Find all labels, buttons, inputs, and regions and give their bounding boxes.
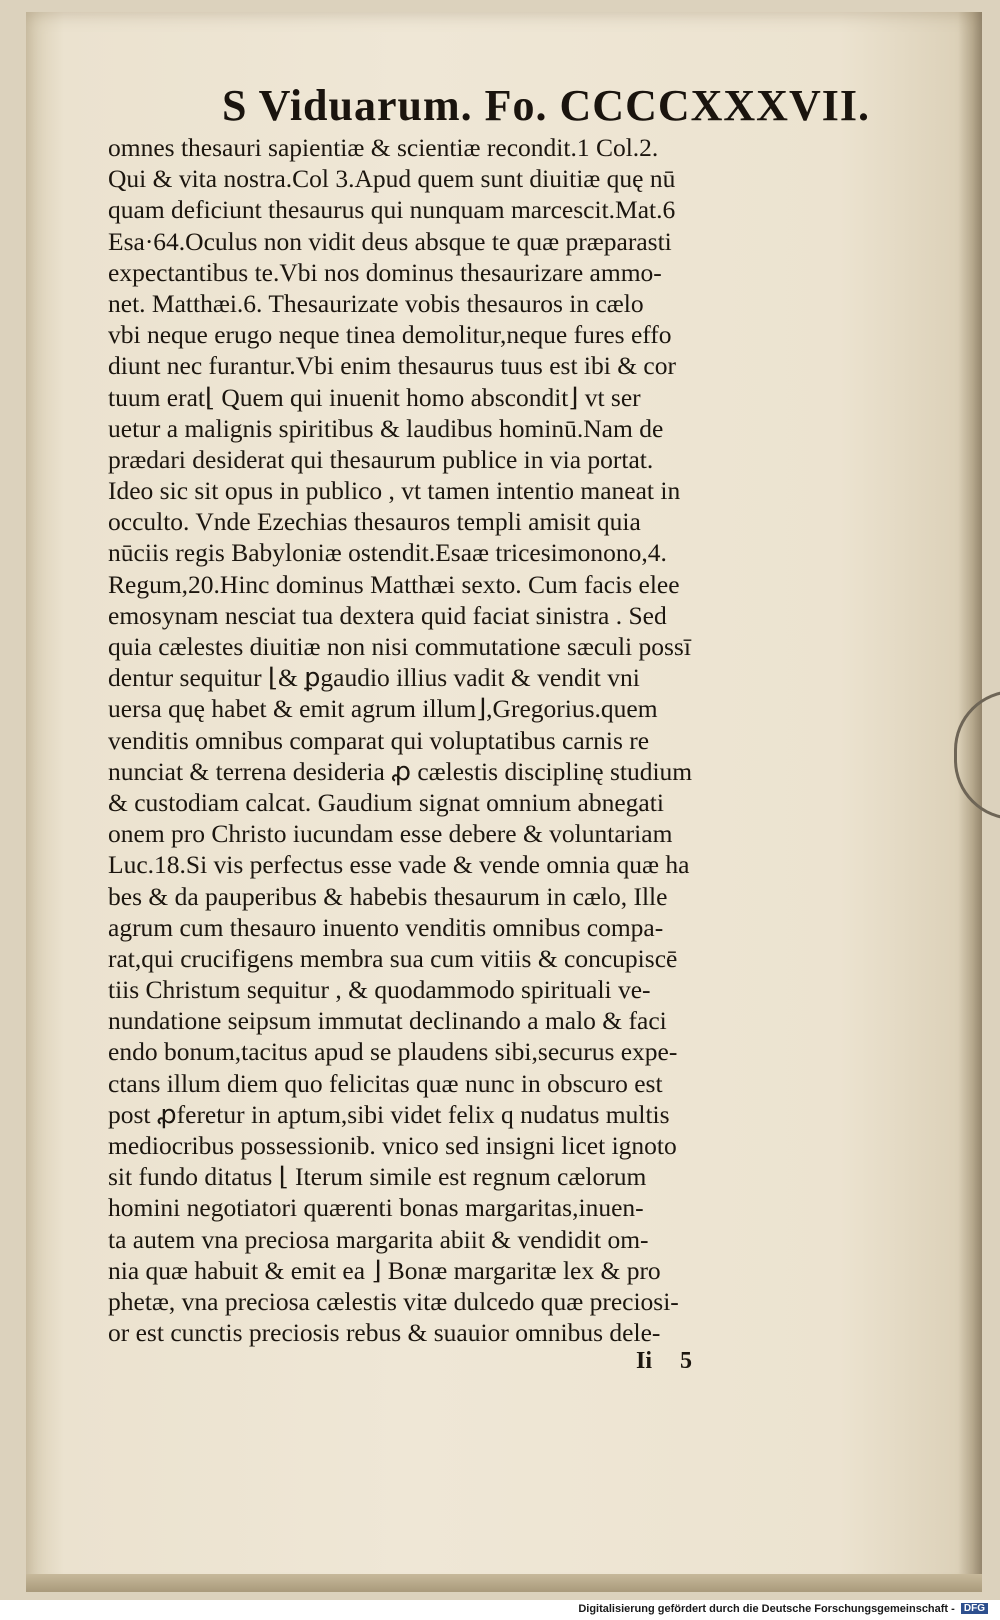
text-line: rat,qui crucifigens membra sua cum vitiis & concupiscē xyxy=(108,943,678,973)
credit-text: Digitalisierung gefördert durch die Deutsche Forschungsgemeinschaft - xyxy=(578,1603,955,1615)
running-header: S Viduarum. Fo. CCCCXXXVII. xyxy=(222,81,870,130)
text-line: venditis omnibus comparat qui voluptatibus carnis re xyxy=(108,725,650,755)
text-line: onem pro Christo iucundam esse debere & voluntariam xyxy=(108,819,673,849)
text-line: vbi neque erugo neque tinea demolitur,neque fures effo xyxy=(108,320,672,350)
text-line: post ꝓferetur in aptum,sibi videt felix q nudatus multis xyxy=(108,1099,670,1129)
text-line: agrum cum thesauro inuento venditis omnibus compa- xyxy=(108,912,664,942)
text-line: mediocribus possessionib. vnico sed insigni licet ignoto xyxy=(108,1131,677,1160)
body-text xyxy=(108,132,814,1348)
text-line: tiis Christum sequitur , & quodammodo spirituali ve- xyxy=(108,975,651,1005)
text-line: dentur sequitur ⌊& ꝑgaudio illius vadit & vendit vni xyxy=(108,663,640,693)
text-line: occulto. Vnde Ezechias thesauros templi amisit quia xyxy=(108,507,641,537)
text-line: expectantibus te.Vbi nos dominus thesaurizare ammo- xyxy=(108,257,662,287)
text-line: Qui & vita nostra.Col 3.Apud quem sunt diuitiæ quę nū xyxy=(108,164,676,194)
digitization-credit xyxy=(578,1603,988,1615)
text-line: bes & da pauperibus & habebis thesaurum in cælo, Ille xyxy=(108,881,668,911)
text-line: nia quæ habuit & emit ea ⌋ Bonæ margaritæ lex & pro xyxy=(108,1255,661,1285)
text-line: Ideo sic sit opus in publico , vt tamen intentio maneat in xyxy=(108,476,681,506)
text-line: prædari desiderat qui thesaurum publice in via portat. xyxy=(108,444,654,474)
text-line: Regum,20.Hinc dominus Matthæi sexto. Cum facis elee xyxy=(108,569,680,599)
text-line: uetur a malignis spiritibus & laudibus hominū.Nam de xyxy=(108,413,664,443)
text-line: endo bonum,tacitus apud se plaudens sibi,securus expe- xyxy=(108,1037,678,1067)
text-line: nūciis regis Babyloniæ ostendit.Esaæ tricesimonono,4. xyxy=(108,538,667,568)
text-line: ctans illum diem quo felicitas quæ nunc in obscuro est xyxy=(108,1068,663,1098)
signature-mark: Ii 5 xyxy=(636,1348,693,1374)
text-line: quam deficiunt thesaurus qui nunquam marcescit.Mat.6 xyxy=(108,195,676,225)
text-line: tuum erat⌊ Quem qui inuenit homo abscondit⌋ vt ser xyxy=(108,382,641,412)
text-line: quia cælestes diuitiæ non nisi commutatione sæculi possī xyxy=(108,632,691,661)
text-line: uersa quę habet & emit agrum illum⌋,Gregorius.quem xyxy=(108,694,658,724)
text-line: & custodiam calcat. Gaudium signat omnium abnegati xyxy=(108,787,664,817)
text-line: emosynam nesciat tua dextera quid faciat sinistra . Sed xyxy=(108,600,667,630)
text-line: omnes thesauri sapientiæ & scientiæ recondit.1 Col.2. xyxy=(108,133,659,162)
text-line: nunciat & terrena desideria ꝓ cælestis disciplinę studium xyxy=(108,756,693,786)
text-line: phetæ, vna preciosa cælestis vitæ dulcedo quæ preciosi- xyxy=(108,1286,679,1316)
text-line: nundatione seipsum immutat declinando a malo & faci xyxy=(108,1006,667,1036)
text-line: ta autem vna preciosa margarita abiit & vendidit om- xyxy=(108,1224,649,1254)
book-bottom-edge xyxy=(26,1574,982,1592)
text-line: diunt nec furantur.Vbi enim thesaurus tuus est ibi & cor xyxy=(108,351,676,381)
text-line: Luc.18.Si vis perfectus esse vade & vende omnia quæ ha xyxy=(108,850,690,880)
dfg-logo: DFG xyxy=(961,1603,988,1614)
text-line: Esa·64.Oculus non vidit deus absque te quæ præparasti xyxy=(108,226,672,256)
text-line: sit fundo ditatus ⌊ Iterum simile est regnum cælorum xyxy=(108,1162,647,1192)
text-line: net. Matthæi.6. Thesaurizate vobis thesauros in cælo xyxy=(108,288,644,318)
text-line: homini negotiatori quærenti bonas margaritas,inuen- xyxy=(108,1193,644,1223)
text-line: or est cunctis preciosis rebus & suauior omnibus dele- xyxy=(108,1318,661,1348)
